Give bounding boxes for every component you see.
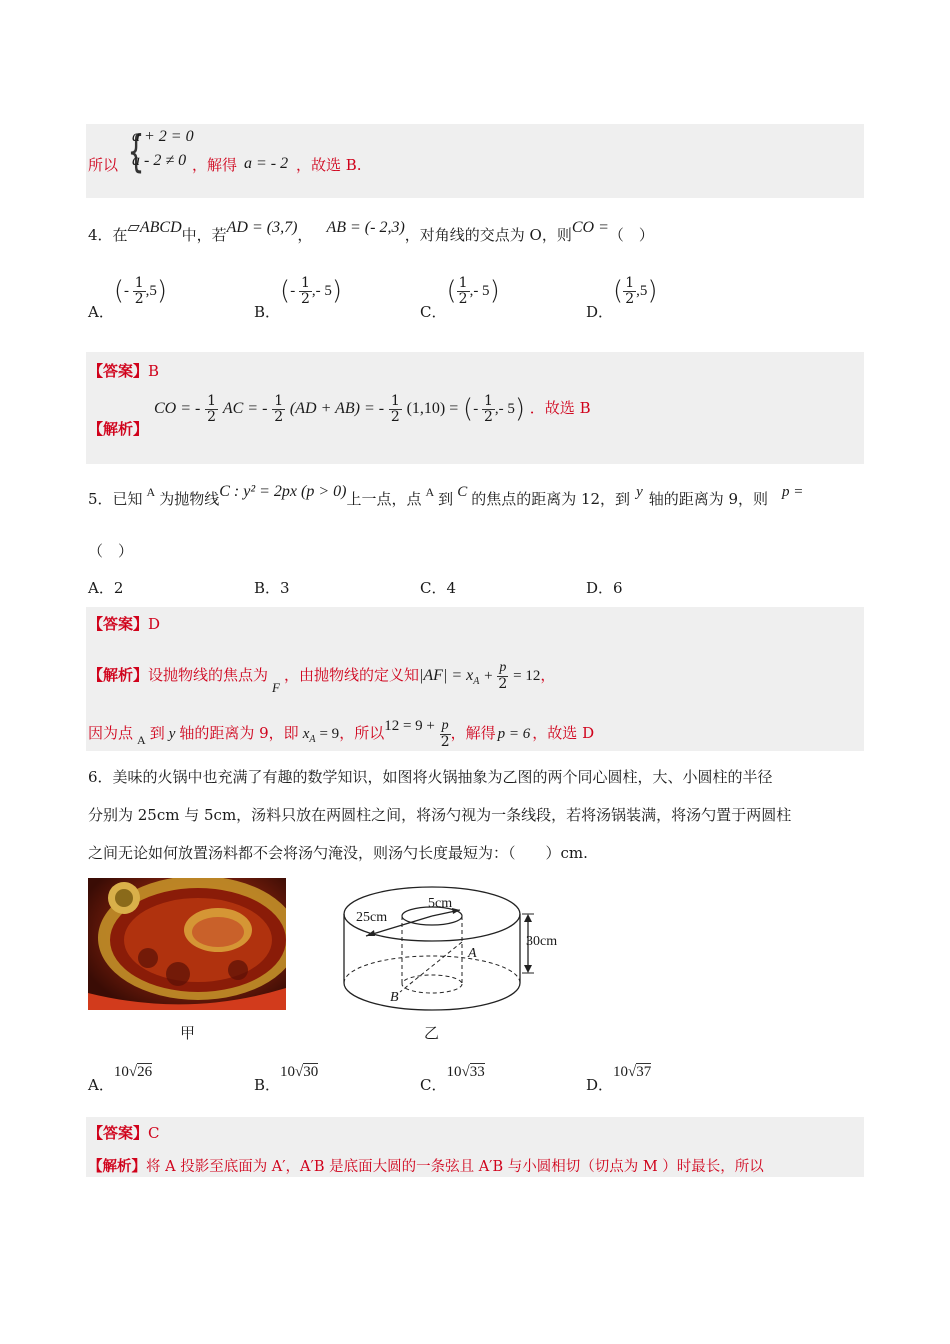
- formula-co: CO = -: [154, 400, 201, 418]
- analysis-text: ，: [540, 666, 556, 685]
- analysis-tag: 【解析】: [88, 666, 149, 685]
- sqrt-sign: √: [128, 1064, 138, 1080]
- formula-ac: AC = -: [222, 400, 268, 418]
- option-rest: ,- 5: [469, 283, 490, 300]
- formula-plus: +: [484, 668, 493, 685]
- q5-point-a: A: [425, 485, 435, 499]
- analysis-tag: 【解析】: [88, 420, 149, 438]
- analysis-tag: 【解析】: [88, 1158, 146, 1175]
- analysis-text: 到: [149, 724, 165, 743]
- q6-answer-line: [88, 1122, 160, 1143]
- option-radicand: 26: [137, 1064, 153, 1080]
- q6-analysis-line: [88, 1155, 764, 1176]
- q3-solution-box: [86, 124, 864, 198]
- q5-answer-box: [86, 607, 864, 751]
- formula-12: 12 = 9 +: [384, 718, 435, 735]
- frac-num: 1: [483, 393, 493, 409]
- q4-analysis-formula: CO = - $\frac{1}{2}$ AC = - $\frac{1}{2}$ (AD + AB) = - $\frac{1}{2}$ (1,10) = (- $\frac{1}{2}$ ,- 5) ．故选 B: [154, 393, 591, 425]
- frac-den: 2: [458, 290, 468, 307]
- frac-den: 2: [625, 290, 635, 307]
- caption-a: 甲: [180, 1024, 196, 1042]
- formula-eq: = 9: [319, 726, 340, 743]
- q5-analysis-line-2: [88, 719, 594, 749]
- label-30cm: 30cm: [526, 934, 558, 949]
- q3-conclusion: ，故选 B.: [296, 156, 362, 174]
- analysis-text: ，由抛物线的定义知: [283, 666, 419, 685]
- label-point-a: A: [468, 946, 477, 961]
- point-a: A: [137, 733, 146, 748]
- q5-stem: [88, 483, 804, 509]
- q5-text: 的焦点的距离为 12，到: [471, 490, 631, 508]
- sqrt-sign: √: [628, 1064, 637, 1080]
- frac-den: 2: [390, 408, 400, 425]
- q3-solve-text: ，解得: [192, 156, 238, 174]
- frac-num: 1: [207, 393, 217, 409]
- option-label: D．: [586, 1076, 614, 1094]
- answer-value: B: [148, 362, 160, 380]
- analysis-text: 设抛物线的焦点为: [148, 666, 269, 685]
- q3-result: a = - 2: [244, 155, 289, 172]
- answer-value: D: [148, 615, 161, 633]
- q5-option-a[interactable]: A．2: [88, 579, 124, 597]
- option-rest: ,5: [145, 283, 157, 300]
- axis-y: y: [168, 726, 176, 743]
- formula-sub: A: [473, 676, 480, 688]
- frac-num: 1: [390, 393, 400, 409]
- q4-mid: 中，若: [181, 226, 227, 244]
- frac-den: 2: [134, 290, 144, 307]
- frac-den: 2: [274, 408, 284, 425]
- q4-paren: （ ）: [608, 226, 654, 244]
- hotpot-photo: [88, 878, 286, 1010]
- option-rest: ,- 5: [311, 283, 332, 300]
- q5-paren: （ ）: [88, 542, 134, 560]
- formula-sub: A: [309, 734, 316, 746]
- q6-answer-box: [86, 1117, 864, 1177]
- sqrt-sign: √: [461, 1064, 470, 1080]
- q5-options: [88, 577, 848, 599]
- option-radicand: 33: [469, 1064, 485, 1080]
- frac-num: 1: [300, 275, 310, 291]
- q5-option-c[interactable]: C．4: [420, 579, 457, 597]
- q5-axis-y: y: [636, 484, 643, 500]
- frac-den: 2: [498, 675, 508, 692]
- option-label: D．: [586, 303, 614, 322]
- q5-analysis-line-1: [88, 660, 556, 696]
- q6-line-2: 分别为 25cm 与 5cm，汤料只放在两圆柱之间，将汤勺视为一条线段，若将汤锅装满，将汤勺置于两圆柱: [88, 806, 792, 824]
- option-coef: 10: [113, 1064, 129, 1080]
- hotpot-photo-svg: [88, 878, 286, 1010]
- q4-answer-box: [86, 352, 864, 464]
- q5-point-a: A: [146, 485, 156, 499]
- q6-option-a[interactable]: [88, 1060, 153, 1094]
- q4-options: [88, 276, 848, 320]
- formula-p6: p = 6: [497, 726, 531, 743]
- q4-option-b[interactable]: B．(- $\frac{1}{2}$ ,- 5): [254, 275, 343, 322]
- formula-eq: = 12: [513, 668, 541, 685]
- frac-den: 2: [440, 733, 450, 750]
- q6-line-1: 6．美味的火锅中也充满了有趣的数学知识，如图将火锅抽象为乙图的两个同心圆柱，大、小圆柱的半径: [88, 768, 773, 786]
- analysis-text: ，所以: [339, 724, 385, 743]
- analysis-text: ，解得: [450, 724, 496, 743]
- q5-p: p =: [782, 484, 804, 500]
- system-line-2: a - 2 ≠ 0: [132, 152, 187, 169]
- cylinder-diagram: [340, 880, 580, 1020]
- analysis-text: 将 A 投影至底面为 A′，A′B 是底面大圆的一条弦且 A′B 与小圆相切（切点为 M ）时最长，所以: [146, 1159, 764, 1175]
- frac-den: 2: [207, 408, 217, 425]
- option-label: B．: [254, 303, 281, 322]
- analysis-text: ，故选 D: [532, 724, 595, 743]
- option-sign: -: [124, 283, 133, 300]
- q4-number: 4．在: [88, 226, 128, 244]
- q5-text: 为抛物线: [159, 490, 220, 508]
- q5-option-b[interactable]: B．3: [254, 579, 290, 597]
- formula-xa: x: [302, 726, 310, 743]
- q3-prefix: 所以: [88, 156, 119, 174]
- option-label: C．: [420, 303, 447, 322]
- option-coef: 10: [446, 1064, 462, 1080]
- answer-tag: 【答案】: [88, 1124, 149, 1142]
- q4-vector-co: CO =: [571, 219, 609, 236]
- frac-den: 2: [300, 290, 310, 307]
- option-label: A．: [88, 1076, 114, 1094]
- label-point-b: B: [390, 990, 399, 1005]
- q4-option-d[interactable]: D．( $\frac{1}{2}$ ,5): [586, 275, 658, 322]
- q4-stem: [88, 219, 654, 245]
- frac-num: 1: [274, 393, 284, 409]
- q6-line-3: 之间无论如何放置汤料都不会将汤勺淹没，则汤勺长度最短为：（ ）cm.: [88, 844, 588, 862]
- q5-text: 轴的距离为 9，则: [648, 490, 769, 508]
- frac-num: p: [499, 660, 507, 675]
- q5-text: 上一点，点: [346, 490, 422, 508]
- q5-curve-c: C: [457, 484, 468, 500]
- q4-analysis-line: [88, 418, 148, 439]
- q5-number: 5．已知: [88, 490, 143, 508]
- label-5cm: 5cm: [428, 896, 453, 911]
- q4-option-c[interactable]: C．( $\frac{1}{2}$ ,- 5): [420, 275, 500, 322]
- q6-option-b[interactable]: [254, 1060, 319, 1094]
- answer-tag: 【答案】: [88, 362, 149, 380]
- q4-option-a[interactable]: A．(- $\frac{1}{2}$ ,5): [88, 275, 168, 322]
- option-label: C．: [420, 1076, 447, 1094]
- analysis-text: 因为点: [88, 724, 134, 743]
- option-sign: -: [290, 283, 299, 300]
- frac-num: p: [441, 718, 449, 733]
- frac-num: 1: [625, 275, 635, 291]
- formula-vec: (1,10) =: [406, 400, 459, 418]
- system-brace: {: [127, 126, 145, 177]
- caption-b: 乙: [424, 1024, 440, 1042]
- frac-den: 2: [483, 408, 493, 425]
- q5-answer-line: [88, 613, 160, 634]
- q6-option-d[interactable]: [586, 1060, 652, 1094]
- option-coef: 10: [613, 1064, 629, 1080]
- q4-vector-ab: AB = (- 2,3): [326, 219, 405, 236]
- q6-options: [88, 1060, 848, 1096]
- option-radicand: 30: [303, 1064, 319, 1080]
- q4-comma: ，: [297, 226, 313, 244]
- system-line-1: a + 2 = 0: [132, 128, 194, 145]
- q4-answer-line: [88, 360, 159, 381]
- q5-parabola: C : y² = 2px (p > 0): [219, 483, 347, 500]
- option-label: B．: [254, 1076, 281, 1094]
- analysis-text: 轴的距离为 9，即: [179, 724, 299, 743]
- answer-tag: 【答案】: [88, 615, 149, 633]
- frac-num: 1: [134, 275, 144, 291]
- formula-sum: (AD + AB) = -: [289, 400, 385, 418]
- formula-af: |AF| = x: [419, 667, 474, 685]
- option-radicand: 37: [636, 1064, 652, 1080]
- q4-rest: ，对角线的交点为 O，则: [404, 226, 572, 244]
- label-25cm: 25cm: [356, 910, 388, 925]
- option-coef: 10: [280, 1064, 296, 1080]
- focus-f: F: [272, 680, 280, 696]
- answer-value: C: [148, 1124, 160, 1142]
- sqrt-sign: √: [295, 1064, 304, 1080]
- q5-option-d[interactable]: D．6: [586, 579, 623, 597]
- q5-text: 到: [438, 490, 454, 508]
- q4-vector-ad: AD = (3,7): [226, 219, 298, 236]
- option-rest: ,5: [636, 283, 648, 300]
- q4-parallelogram: ▱ABCD: [127, 219, 182, 236]
- q6-option-c[interactable]: [420, 1060, 485, 1094]
- frac-num: 1: [458, 275, 468, 291]
- option-label: A．: [88, 303, 114, 322]
- analysis-conclusion: ．故选 B: [529, 399, 591, 418]
